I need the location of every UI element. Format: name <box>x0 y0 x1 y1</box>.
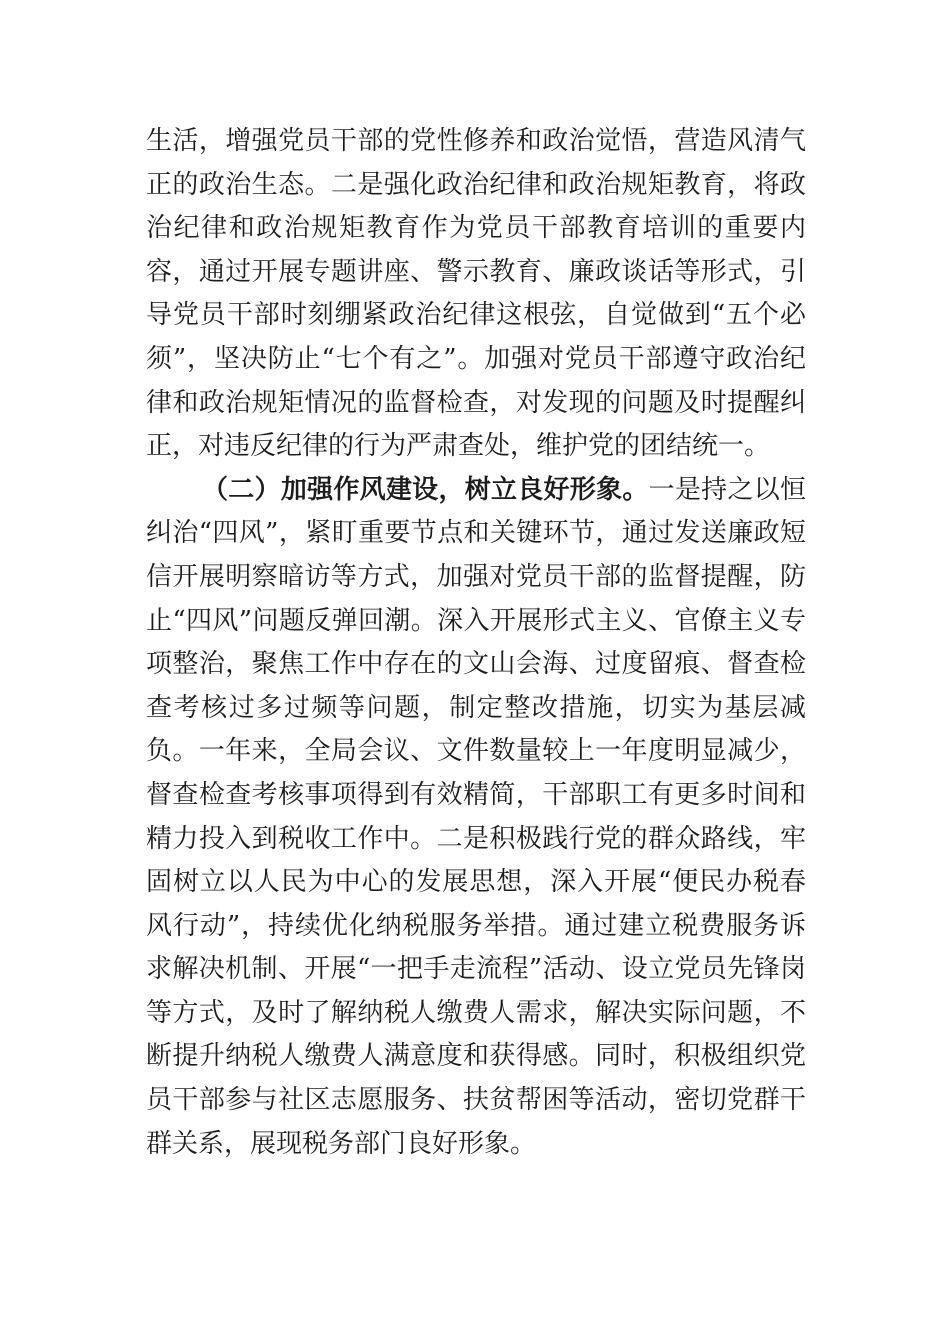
document-body <box>146 120 806 1166</box>
section-heading: （二）加强作风建设，树立良好形象。 <box>202 474 649 505</box>
section-body: 一是持之以恒纠治“四风”，紧盯重要节点和关键环节，通过发送廉政短信开展明察暗访等方式，加强对党员干部的监督提醒，防止“四风”问题反弹回潮。深入开展形式主义、官僚主义专项整治，聚焦工作中存在的文山会海、过度留痕、督查检查考核过多过频等问题，制定整改措施，切实为基层减负。一年来，全局会议、文件数量较上一年度明显减少，督查检查考核事项得到有效精简，干部职工有更多时间和精力投入到税收工作中。二是积极践行党的群众路线，牢固树立以人民为中心的发展思想，深入开展“便民办税春风行动”，持续优化纳税服务举措。通过建立税费服务诉求解决机制、开展“一把手走流程”活动、设立党员先锋岗等方式，及时了解纳税人缴费人需求，解决实际问题，不断提升纳税人缴费人满意度和获得感。同时，积极组织党员干部参与社区志愿服务、扶贫帮困等活动，密切党群干群关系，展现税务部门良好形象。 <box>146 474 806 1159</box>
paragraph-continuation: 生活，增强党员干部的党性修养和政治觉悟，营造风清气正的政治生态。二是强化政治纪律和政治规矩教育，将政治纪律和政治规矩教育作为党员干部教育培训的重要内容，通过开展专题讲座、警示教育、廉政谈话等形式，引导党员干部时刻绷紧政治纪律这根弦，自觉做到“五个必须”，坚决防止“七个有之”。加强对党员干部遵守政治纪律和政治规矩情况的监督检查，对发现的问题及时提醒纠正，对违反纪律的行为严肃查处，维护党的团结统一。 <box>146 126 806 462</box>
paragraph-section-2 <box>146 469 806 1167</box>
